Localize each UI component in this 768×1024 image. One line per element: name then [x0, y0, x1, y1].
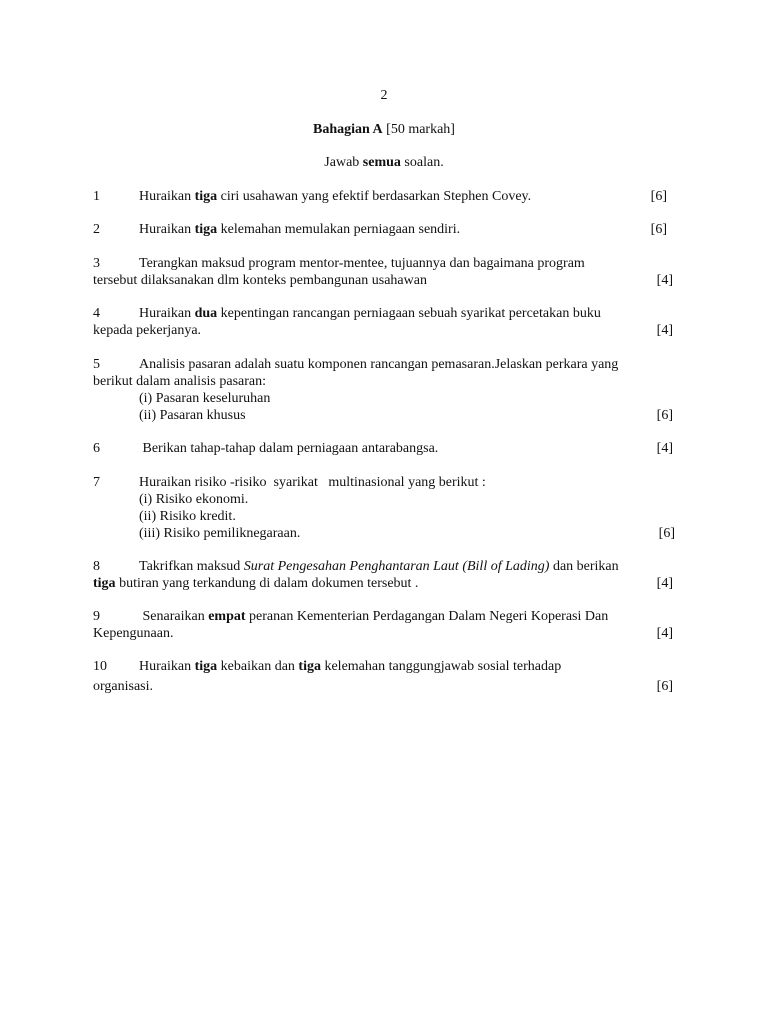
question-text: ciri usahawan yang efektif berdasarkan Stephen Covey. [217, 189, 532, 204]
question-7 [93, 474, 673, 542]
question-number: 8 [93, 559, 100, 574]
instruction-bold: semua [362, 155, 401, 170]
question-keyword: tiga [194, 189, 218, 204]
question-10 [93, 658, 673, 695]
section-title [0, 121, 768, 138]
sub-item: (i) Pasaran keseluruhan [139, 391, 271, 406]
question-number: 9 [93, 609, 100, 624]
question-keyword: dua [194, 306, 218, 321]
instruction [0, 154, 768, 171]
question-mark: [4] [656, 441, 673, 456]
sub-item: (ii) Pasaran khusus [139, 408, 246, 423]
question-italic-term: Surat Pengesahan Penghantaran Laut (Bill of Lading) [243, 559, 550, 574]
question-text: Huraikan [139, 222, 195, 237]
question-9 [93, 608, 673, 642]
question-keyword: tiga [194, 222, 218, 237]
question-6 [93, 440, 673, 457]
question-number: 10 [93, 659, 107, 674]
question-text: Huraikan [139, 659, 195, 674]
question-text: Senaraikan [139, 609, 209, 624]
question-number: 4 [93, 306, 100, 321]
question-text: Huraikan [139, 306, 195, 321]
question-mark: [4] [656, 323, 673, 338]
question-mark: [6] [650, 222, 667, 237]
question-text: peranan Kementerian Perdagangan Dalam Negeri Koperasi Dan [245, 609, 609, 624]
question-text: Kepengunaan. [93, 626, 174, 641]
sub-item: (iii) Risiko pemiliknegaraan. [139, 526, 301, 541]
question-text: Huraikan [139, 189, 195, 204]
question-keyword: empat [208, 609, 246, 624]
question-1 [93, 188, 673, 205]
section-title-rest: [50 markah] [382, 122, 455, 137]
sub-item: (i) Risiko ekonomi. [139, 492, 249, 507]
question-4 [93, 305, 673, 339]
sub-item: (ii) Risiko kredit. [139, 509, 236, 524]
question-text: tersebut dilaksanakan dlm konteks pembangunan usahawan [93, 273, 427, 288]
question-number: 3 [93, 256, 100, 271]
question-text: Analisis pasaran adalah suatu komponen rancangan pemasaran.Jelaskan perkara yang [139, 357, 619, 372]
question-text: kepentingan rancangan perniagaan sebuah syarikat percetakan buku [217, 306, 601, 321]
instruction-post: soalan. [400, 155, 444, 170]
question-mark: [6] [656, 679, 673, 694]
question-keyword: tiga [298, 659, 321, 674]
question-text: Huraikan risiko -risiko syarikat multinasional yang berikut : [139, 475, 486, 490]
question-mark: [6] [658, 526, 675, 541]
question-number: 5 [93, 357, 100, 372]
question-text: Takrifkan maksud [139, 559, 244, 574]
page-number: 2 [380, 88, 388, 103]
section-title-bold: Bahagian A [313, 122, 383, 137]
question-text: organisasi. [93, 679, 154, 694]
question-text: Terangkan maksud program mentor-mentee, tujuannya dan bagaimana program [139, 256, 585, 271]
question-text: berikut dalam analisis pasaran: [93, 374, 266, 389]
question-3 [93, 255, 673, 289]
question-number: 2 [93, 222, 100, 237]
question-mark: [6] [650, 189, 667, 204]
question-number: 7 [93, 475, 100, 490]
instruction-pre: Jawab [324, 155, 363, 170]
question-text: kelemahan memulakan perniagaan sendiri. [217, 222, 461, 237]
question-2 [93, 221, 673, 238]
question-keyword: tiga [194, 659, 218, 674]
question-keyword: tiga [93, 576, 116, 591]
question-text: dan berikan [549, 559, 619, 574]
question-8 [93, 558, 673, 592]
question-number: 1 [93, 189, 100, 204]
question-mark: [4] [656, 576, 673, 591]
question-mark: [6] [656, 408, 673, 423]
question-mark: [4] [656, 273, 673, 288]
question-text: kepada pekerjanya. [93, 323, 202, 338]
question-text: Berikan tahap-tahap dalam perniagaan antarabangsa. [139, 441, 439, 456]
question-5 [93, 356, 673, 424]
question-text: kelemahan tanggungjawab sosial terhadap [320, 659, 562, 674]
question-text: kebaikan dan [217, 659, 299, 674]
question-mark: [4] [656, 626, 673, 641]
question-text: butiran yang terkandung di dalam dokumen tersebut . [115, 576, 419, 591]
question-number: 6 [93, 441, 100, 456]
